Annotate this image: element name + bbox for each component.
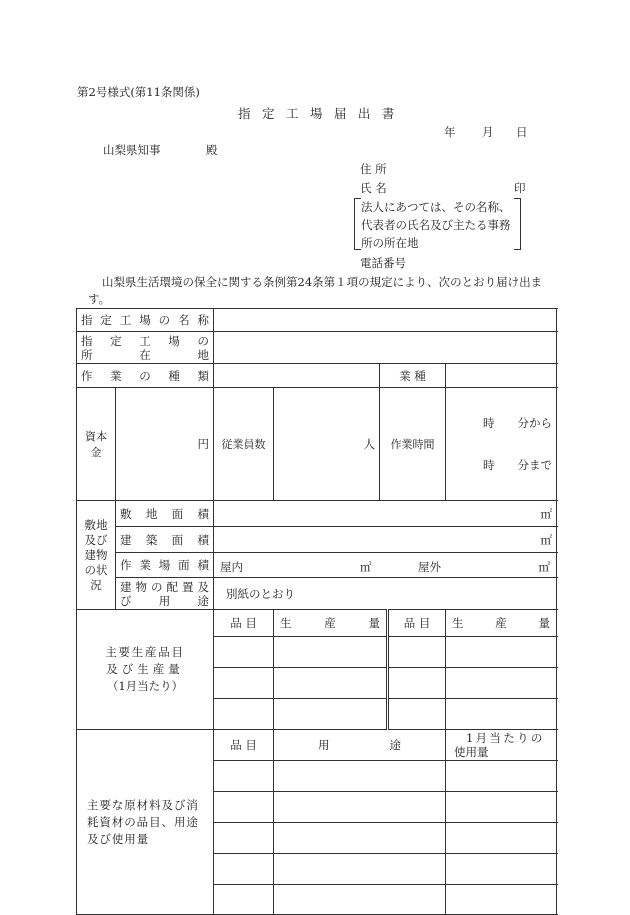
materials-cell[interactable] — [214, 823, 274, 854]
factory-name-field[interactable] — [214, 309, 557, 332]
materials-cell[interactable] — [274, 823, 446, 854]
materials-item-header: 品 目 — [214, 730, 274, 761]
separate-sheet-note: 別紙のとおり — [226, 586, 296, 601]
date-year: 年 — [444, 125, 456, 139]
work-hours-field[interactable] — [446, 388, 557, 501]
site-building-group-label: 敷地及び建物の状況 — [77, 501, 116, 610]
products-cell[interactable] — [214, 699, 274, 730]
materials-cell[interactable] — [446, 792, 557, 823]
materials-cell[interactable] — [214, 761, 274, 792]
products-cell[interactable] — [388, 699, 446, 730]
products-item-header-2: 品 目 — [388, 610, 446, 637]
work-type-label: 作業の種類 — [77, 364, 214, 388]
work-area-field[interactable] — [214, 553, 557, 578]
materials-cell[interactable] — [274, 854, 446, 885]
hours-to: 時 分まで — [483, 458, 553, 472]
persons-unit: 人 — [363, 437, 376, 451]
materials-cell[interactable] — [446, 854, 557, 885]
products-production-header: 生 産 量 — [274, 610, 388, 637]
products-cell[interactable] — [446, 699, 557, 730]
yen-unit: 円 — [197, 437, 210, 451]
materials-cell[interactable] — [274, 792, 446, 823]
m2-unit: ㎡ — [540, 532, 553, 547]
products-cell[interactable] — [214, 668, 274, 699]
products-cell[interactable] — [388, 637, 446, 668]
capital-field[interactable] — [116, 388, 214, 501]
work-type-field[interactable] — [214, 364, 380, 388]
form-number: 第2号様式(第11条関係) — [77, 85, 200, 99]
products-cell[interactable] — [446, 637, 557, 668]
m2-unit: ㎡ — [538, 560, 551, 574]
capital-label: 資本金 — [77, 388, 116, 501]
factory-name-label: 指定工場の名称 — [77, 309, 214, 332]
products-item-header: 品 目 — [214, 610, 274, 637]
employees-label: 従業員数 — [214, 388, 274, 501]
materials-cell[interactable] — [274, 761, 446, 792]
materials-label: 主要な原材料及び消耗資材の品目、用途及び使用量 — [77, 730, 214, 915]
honorific: 殿 — [206, 143, 218, 157]
factory-location-label: 指 定 工 場 の 所 在 地 — [77, 332, 214, 364]
form-title: 指 定 工 場 届 出 書 — [238, 106, 399, 121]
materials-cell[interactable] — [214, 885, 274, 915]
products-cell[interactable] — [214, 637, 274, 668]
materials-monthly-header: 1月当たりの 使用量 — [446, 730, 557, 761]
employees-field[interactable] — [274, 388, 380, 501]
name-label: 氏 名 — [360, 181, 387, 195]
products-cell[interactable] — [388, 668, 446, 699]
site-area-field[interactable] — [214, 501, 557, 527]
corp-note-line-3: 所の所在地 — [361, 236, 419, 250]
products-cell[interactable] — [274, 699, 388, 730]
business-type-field[interactable] — [446, 364, 557, 388]
intro-line-2: す。 — [88, 292, 111, 306]
corp-note-line-2: 代表者の氏名及び主たる事務 — [361, 218, 511, 232]
layout-use-field[interactable] — [214, 578, 557, 610]
corp-note-line-1: 法人にあつては、その名称、 — [361, 200, 511, 214]
products-cell[interactable] — [446, 668, 557, 699]
products-cell[interactable] — [274, 637, 388, 668]
materials-cell[interactable] — [446, 885, 557, 915]
site-area-label: 敷地面積 — [116, 501, 214, 527]
address-label: 住 所 — [360, 162, 387, 176]
seal-mark: 印 — [514, 181, 526, 195]
business-type-label: 業 種 — [380, 364, 446, 388]
materials-cell[interactable] — [214, 792, 274, 823]
work-hours-label: 作業時間 — [380, 388, 446, 501]
date-day: 日 — [516, 125, 528, 139]
phone-label: 電話番号 — [360, 256, 406, 270]
materials-use-header: 用 途 — [274, 730, 446, 761]
indoor-label: 屋内 — [220, 560, 244, 574]
addressee: 山梨県知事 — [103, 143, 161, 157]
products-label: 主要生産品目 及び生産量 （1月当たり） — [77, 610, 214, 730]
notification-table — [76, 308, 557, 915]
materials-cell[interactable] — [446, 823, 557, 854]
bracket-left — [354, 198, 361, 250]
bracket-right — [514, 198, 521, 250]
outdoor-label: 屋外 — [418, 560, 442, 574]
m2-unit: ㎡ — [540, 506, 553, 521]
layout-use-label: 建物の配置及 び 用 途 — [116, 578, 214, 610]
building-area-label: 建築面積 — [116, 527, 214, 553]
products-production-header-2: 生 産 量 — [446, 610, 557, 637]
products-cell[interactable] — [274, 668, 388, 699]
intro-line-1: 山梨県生活環境の保全に関する条例第24条第１項の規定により、次のとおり届け出ま — [102, 275, 543, 289]
work-area-label: 作業場面積 — [116, 553, 214, 578]
materials-cell[interactable] — [274, 885, 446, 915]
date-month: 月 — [482, 125, 494, 139]
m2-unit: ㎡ — [360, 560, 372, 574]
hours-from: 時 分から — [483, 416, 553, 430]
materials-cell[interactable] — [446, 761, 557, 792]
factory-location-field[interactable] — [214, 332, 557, 364]
building-area-field[interactable] — [214, 527, 557, 553]
materials-cell[interactable] — [214, 854, 274, 885]
